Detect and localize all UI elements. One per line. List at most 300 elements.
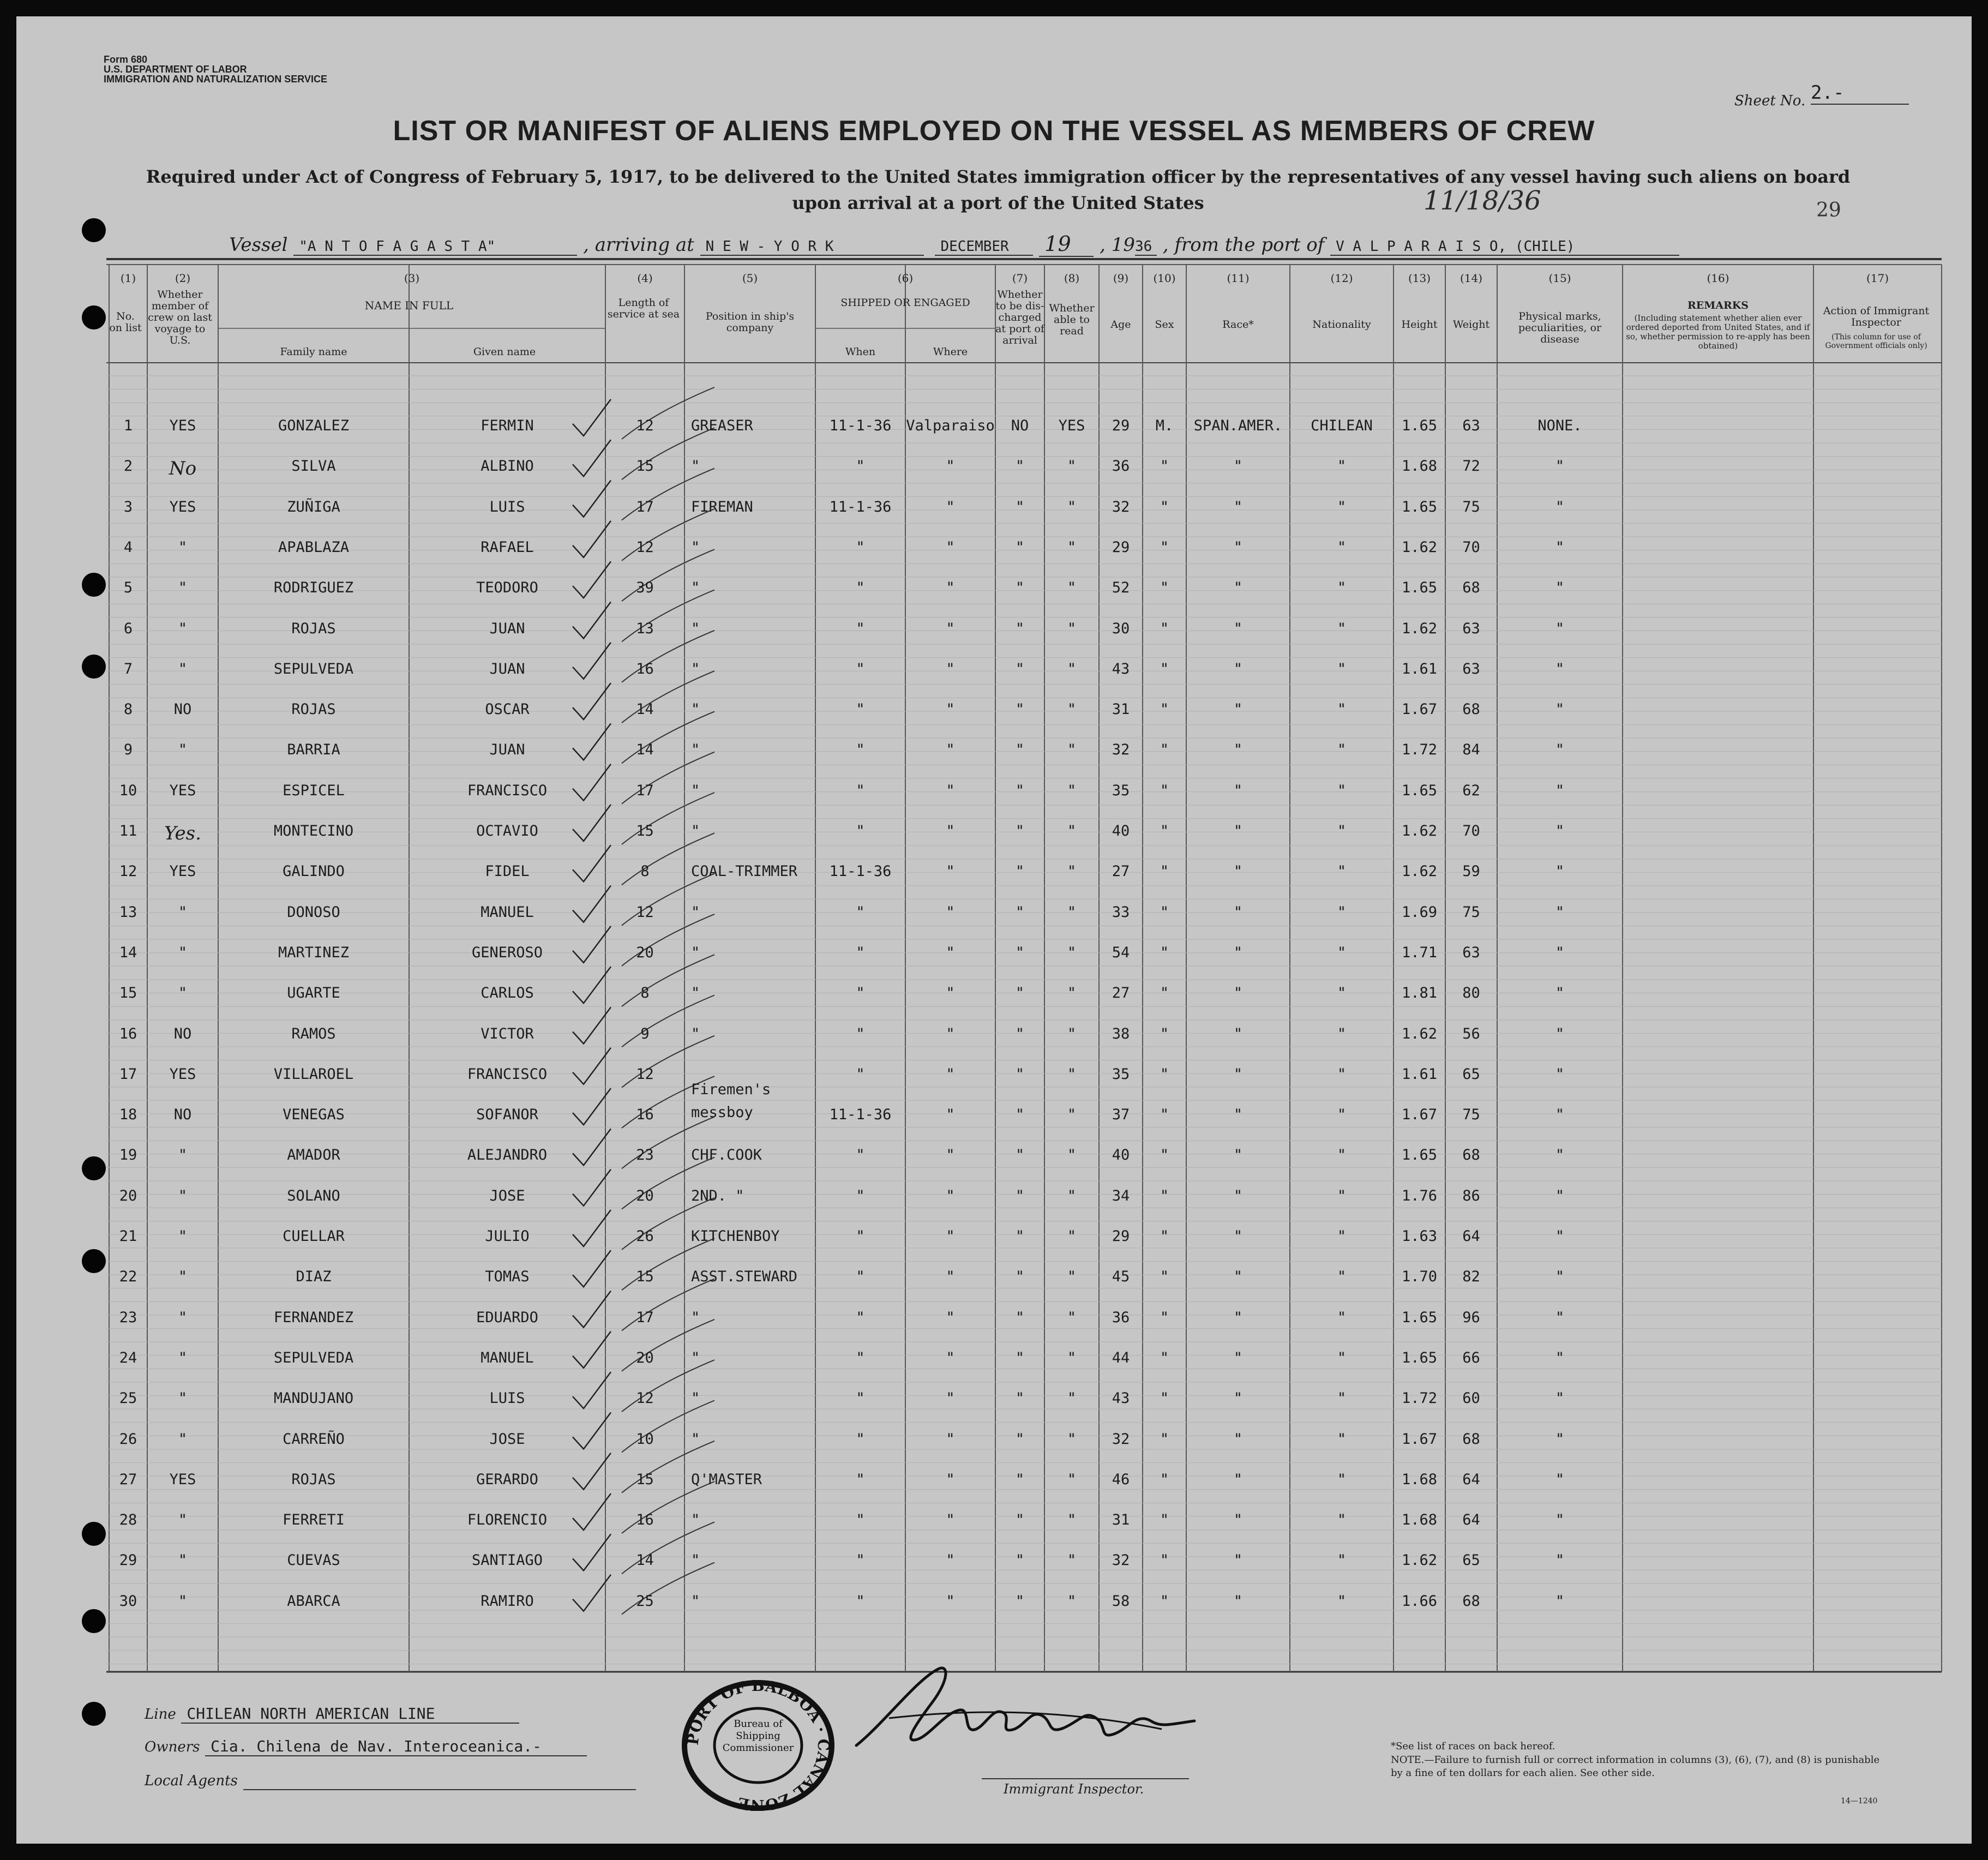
cell-read: " xyxy=(1067,985,1077,1002)
cell-member: " xyxy=(178,538,188,556)
column-number: (15) xyxy=(1548,272,1571,285)
cell-physical: " xyxy=(1555,1430,1565,1448)
cell-nationality: " xyxy=(1337,620,1347,637)
cell-given: JUAN xyxy=(489,620,525,637)
cell-race: " xyxy=(1233,903,1243,921)
cell-family: DONOSO xyxy=(287,903,340,921)
cell-length: 14 xyxy=(636,701,654,718)
cell-no: 2 xyxy=(123,458,133,475)
cell-physical: " xyxy=(1555,458,1565,475)
cell-read: " xyxy=(1067,1147,1077,1164)
agents-field xyxy=(145,1773,636,1790)
cell-when: " xyxy=(856,1552,865,1569)
cell-nationality: " xyxy=(1337,944,1347,961)
cell-member: " xyxy=(178,660,188,677)
cell-read: " xyxy=(1067,944,1077,961)
cell-length: 12 xyxy=(636,538,654,556)
cell-member: " xyxy=(178,620,188,637)
arrival-day: 19 xyxy=(1039,232,1094,257)
cell-weight: 70 xyxy=(1462,538,1480,556)
cell-discharged: " xyxy=(1015,538,1025,556)
cell-where: " xyxy=(946,1390,955,1407)
cell-physical: " xyxy=(1555,498,1565,515)
cell-given: OCTAVIO xyxy=(476,823,538,839)
manifest-sheet xyxy=(16,16,1972,1844)
cell-physical: " xyxy=(1555,741,1565,759)
cell-member: " xyxy=(178,1228,188,1245)
cell-height: 1.67 xyxy=(1401,1430,1438,1448)
cell-age: 33 xyxy=(1112,903,1130,921)
cell-nationality: " xyxy=(1337,1511,1347,1529)
cell-sex: " xyxy=(1160,1592,1169,1610)
cell-height: 1.72 xyxy=(1401,741,1438,759)
cell-age: 40 xyxy=(1112,1147,1130,1164)
cell-given: MANUEL xyxy=(481,903,534,921)
cell-race: " xyxy=(1233,863,1243,880)
cell-family: MONTECINO xyxy=(273,823,354,839)
cell-weight: 75 xyxy=(1462,498,1480,515)
cell-when: " xyxy=(856,1147,865,1164)
cell-race: " xyxy=(1233,944,1243,961)
line-field xyxy=(145,1705,519,1724)
cell-no: 21 xyxy=(119,1228,137,1245)
cell-when: 11-1-36 xyxy=(829,1106,892,1124)
cell-no: 4 xyxy=(123,538,133,556)
cell-race: " xyxy=(1233,1228,1243,1245)
cell-physical: " xyxy=(1555,1268,1565,1286)
cell-sex: M. xyxy=(1155,417,1174,434)
cell-position: messboy xyxy=(691,1104,753,1121)
cell-family: BARRIA xyxy=(287,741,340,759)
cell-family: GONZALEZ xyxy=(278,417,350,434)
cell-physical: " xyxy=(1555,944,1565,961)
cell-physical: " xyxy=(1555,1471,1565,1488)
cell-no: 15 xyxy=(119,985,137,1002)
header-remarks-note: (Including statement whether alien ever ordered deported from United States, and if so, whether permission to re-apply has been obtained) xyxy=(1626,313,1810,351)
cell-position: " xyxy=(691,1552,700,1569)
cell-where: " xyxy=(946,863,955,880)
cell-age: 35 xyxy=(1112,1065,1130,1083)
cell-age: 30 xyxy=(1112,620,1130,637)
cell-where: " xyxy=(946,741,955,759)
cell-length: 25 xyxy=(636,1592,654,1610)
cell-race: " xyxy=(1233,1147,1243,1164)
cell-age: 32 xyxy=(1112,1552,1130,1569)
cell-member: " xyxy=(178,1187,188,1204)
cell-no: 23 xyxy=(119,1309,137,1326)
departure-port: V A L P A R A I S O, (CHILE) xyxy=(1330,238,1679,256)
column-number: (3) xyxy=(404,272,420,285)
cell-length: 8 xyxy=(640,985,650,1002)
cell-weight: 68 xyxy=(1462,579,1480,597)
cell-nationality: " xyxy=(1337,1268,1347,1286)
cell-length: 17 xyxy=(636,1309,654,1326)
cell-no: 16 xyxy=(119,1025,137,1042)
cell-given: ALEJANDRO xyxy=(467,1147,548,1164)
cell-age: 32 xyxy=(1112,1430,1130,1448)
cell-length: 16 xyxy=(636,660,654,677)
cell-where: " xyxy=(946,903,955,921)
cell-member: " xyxy=(178,1552,188,1569)
cell-weight: 96 xyxy=(1462,1309,1480,1326)
cell-length: 17 xyxy=(636,782,654,799)
cell-age: 38 xyxy=(1112,1025,1130,1042)
cell-family: ZUÑIGA xyxy=(287,498,340,515)
cell-height: 1.81 xyxy=(1401,985,1438,1002)
cell-when: " xyxy=(856,1592,865,1610)
cell-sex: " xyxy=(1160,1025,1169,1042)
cell-age: 27 xyxy=(1112,985,1130,1002)
header-action-note: (This column for use of Government officials only) xyxy=(1825,333,1927,350)
cell-physical: " xyxy=(1555,1592,1565,1610)
cell-given: RAFAEL xyxy=(481,538,534,556)
cell-height: 1.72 xyxy=(1401,1390,1438,1407)
cell-member: " xyxy=(178,1309,188,1326)
header-given-name: Given name xyxy=(473,346,536,358)
cell-weight: 72 xyxy=(1462,458,1480,475)
header-member-last-voyage: Whether member of crew on last voyage to U.S. xyxy=(148,289,212,346)
cell-weight: 68 xyxy=(1462,701,1480,718)
cell-read: " xyxy=(1067,741,1077,759)
cell-nationality: " xyxy=(1337,498,1347,515)
cell-member: " xyxy=(178,741,188,759)
cell-given: LUIS xyxy=(489,1390,525,1407)
cell-sex: " xyxy=(1160,1349,1169,1366)
cell-no: 26 xyxy=(119,1430,137,1448)
cell-member: YES xyxy=(169,782,196,799)
cell-given: JUAN xyxy=(489,660,525,677)
cell-race: " xyxy=(1233,1552,1243,1569)
header-age: Age xyxy=(1110,319,1131,331)
cell-when: " xyxy=(856,1511,865,1529)
cell-sex: " xyxy=(1160,1390,1169,1407)
cell-discharged: " xyxy=(1015,944,1025,961)
cell-weight: 59 xyxy=(1462,863,1480,880)
cell-read: " xyxy=(1067,458,1077,475)
cell-read: " xyxy=(1067,498,1077,515)
cell-height: 1.68 xyxy=(1401,1511,1438,1529)
cell-sex: " xyxy=(1160,458,1169,475)
cell-no: 22 xyxy=(119,1268,137,1286)
cell-weight: 75 xyxy=(1462,1106,1480,1124)
cell-nationality: " xyxy=(1337,741,1347,759)
cell-weight: 68 xyxy=(1462,1592,1480,1610)
cell-member: " xyxy=(178,1390,188,1407)
column-number: (5) xyxy=(742,272,758,285)
cell-nationality: " xyxy=(1337,1065,1347,1083)
cell-when: " xyxy=(856,1430,865,1448)
cell-read: " xyxy=(1067,579,1077,597)
form-identifier: Form 680 U.S. DEPARTMENT OF LABOR IMMIGRATION AND NATURALIZATION SERVICE xyxy=(104,54,327,85)
cell-given: TOMAS xyxy=(485,1268,530,1286)
vessel-label: Vessel xyxy=(229,234,288,256)
cell-member: " xyxy=(178,1349,188,1366)
cell-family: SILVA xyxy=(291,458,336,475)
cell-physical: " xyxy=(1555,1065,1565,1083)
cell-position: " xyxy=(691,1349,700,1366)
cell-position: 2ND. " xyxy=(691,1187,744,1204)
page-subtitle: Required under Act of Congress of February 5, 1917, to be delivered to the United States immigration officer by the representatives of any vessel having such aliens on board upon arrival at a port of the United States xyxy=(146,166,1851,213)
cell-nationality: " xyxy=(1337,903,1347,921)
cell-nationality: " xyxy=(1337,538,1347,556)
cell-read: " xyxy=(1067,1187,1077,1204)
cell-race: " xyxy=(1233,1592,1243,1610)
cell-sex: " xyxy=(1160,944,1169,961)
owners-field xyxy=(145,1737,587,1756)
cell-position: " xyxy=(691,1025,700,1042)
cell-height: 1.61 xyxy=(1401,660,1438,677)
cell-position: ASST.STEWARD xyxy=(691,1268,798,1286)
header-remarks: REMARKS xyxy=(1687,299,1749,311)
cell-length: 23 xyxy=(636,1147,654,1164)
cell-race: " xyxy=(1233,1511,1243,1529)
cell-where: " xyxy=(946,660,955,677)
cell-discharged: " xyxy=(1015,701,1025,718)
cell-no: 1 xyxy=(123,417,133,434)
cell-read: YES xyxy=(1058,417,1085,434)
cell-no: 24 xyxy=(119,1349,137,1366)
cell-given: JOSE xyxy=(489,1187,525,1204)
cell-member: " xyxy=(178,1430,188,1448)
cell-position: KITCHENBOY xyxy=(691,1228,780,1245)
cell-where: " xyxy=(946,1309,955,1326)
cell-when: " xyxy=(856,782,865,799)
cell-sex: " xyxy=(1160,823,1169,839)
cell-family: SEPULVEDA xyxy=(273,1349,354,1366)
cell-race: " xyxy=(1233,823,1243,839)
cell-sex: " xyxy=(1160,538,1169,556)
cell-length: 12 xyxy=(636,1390,654,1407)
cell-when: 11-1-36 xyxy=(829,498,892,515)
cell-discharged: " xyxy=(1015,660,1025,677)
cell-when: " xyxy=(856,1390,865,1407)
cell-read: " xyxy=(1067,1065,1077,1083)
cell-when: " xyxy=(856,741,865,759)
inspector-signature xyxy=(824,1658,1216,1762)
column-number: (13) xyxy=(1408,272,1431,285)
cell-nationality: " xyxy=(1337,1106,1347,1124)
cell-where: " xyxy=(946,1228,955,1245)
cell-where: " xyxy=(946,579,955,597)
cell-weight: 68 xyxy=(1462,1430,1480,1448)
cell-height: 1.62 xyxy=(1401,863,1438,880)
cell-given: EDUARDO xyxy=(476,1309,538,1326)
cell-read: " xyxy=(1067,782,1077,799)
cell-discharged: " xyxy=(1015,1430,1025,1448)
cell-no: 5 xyxy=(123,579,133,597)
cell-length: 20 xyxy=(636,944,654,961)
header-sex: Sex xyxy=(1155,319,1174,331)
cell-age: 36 xyxy=(1112,458,1130,475)
header-family-name: Family name xyxy=(280,346,347,358)
stamp-inner-text: Bureau of Shipping Commissioner xyxy=(722,1718,794,1754)
column-number: (6) xyxy=(897,272,914,285)
cell-height: 1.62 xyxy=(1401,1025,1438,1042)
inspector-label: Immigrant Inspector. xyxy=(1004,1781,1144,1797)
cell-length: 14 xyxy=(636,741,654,759)
cell-position: " xyxy=(691,741,700,759)
cell-no: 17 xyxy=(119,1065,137,1083)
cell-where: " xyxy=(946,1268,955,1286)
cell-given: JULIO xyxy=(485,1228,530,1245)
cell-height: 1.68 xyxy=(1401,1471,1438,1488)
cell-where: " xyxy=(946,1471,955,1488)
cell-age: 31 xyxy=(1112,1511,1130,1529)
cell-discharged: " xyxy=(1015,903,1025,921)
cell-physical: " xyxy=(1555,1025,1565,1042)
cell-race: " xyxy=(1233,701,1243,718)
cell-family: DIAZ xyxy=(296,1268,332,1286)
cell-no: 3 xyxy=(123,498,133,515)
cell-physical: " xyxy=(1555,1552,1565,1569)
cell-where: " xyxy=(946,1187,955,1204)
cell-sex: " xyxy=(1160,701,1169,718)
cell-weight: 64 xyxy=(1462,1511,1480,1529)
cell-where: " xyxy=(946,1430,955,1448)
cell-where: " xyxy=(946,1552,955,1569)
cell-sex: " xyxy=(1160,1065,1169,1083)
cell-where: " xyxy=(946,1106,955,1124)
cell-member: No xyxy=(169,458,197,480)
cell-height: 1.65 xyxy=(1401,1309,1438,1326)
cell-when: " xyxy=(856,903,865,921)
cell-position: " xyxy=(691,903,700,921)
column-number: (12) xyxy=(1330,272,1353,285)
cell-position: " xyxy=(691,1390,700,1407)
cell-family: CUELLAR xyxy=(283,1228,345,1245)
cell-family: CARREÑO xyxy=(283,1430,345,1448)
cell-member: " xyxy=(178,1592,188,1610)
cell-length: 16 xyxy=(636,1106,654,1124)
arriving-label: , arriving at xyxy=(583,234,694,256)
cell-family: UGARTE xyxy=(287,985,340,1002)
cell-given: FIDEL xyxy=(485,863,530,880)
cell-where: " xyxy=(946,701,955,718)
cell-length: 15 xyxy=(636,1268,654,1286)
cell-physical: " xyxy=(1555,579,1565,597)
cell-height: 1.63 xyxy=(1401,1228,1438,1245)
cell-weight: 70 xyxy=(1462,823,1480,839)
cell-length: 15 xyxy=(636,823,654,839)
cell-where: " xyxy=(946,1065,955,1083)
cell-age: 29 xyxy=(1112,417,1130,434)
cell-member: " xyxy=(178,1511,188,1529)
cell-sex: " xyxy=(1160,620,1169,637)
cell-length: 26 xyxy=(636,1228,654,1245)
cell-when: " xyxy=(856,1065,865,1083)
header-race: Race* xyxy=(1222,319,1254,331)
cell-position: " xyxy=(691,823,700,839)
cell-discharged: " xyxy=(1015,458,1025,475)
header-shipped-engaged: SHIPPED OR ENGAGED xyxy=(840,297,970,309)
cell-physical: " xyxy=(1555,1187,1565,1204)
cell-no: 8 xyxy=(123,701,133,718)
cell-weight: 66 xyxy=(1462,1349,1480,1366)
cell-race: " xyxy=(1233,458,1243,475)
cell-race: " xyxy=(1233,1268,1243,1286)
cell-sex: " xyxy=(1160,1309,1169,1326)
cell-when: " xyxy=(856,579,865,597)
cell-no: 29 xyxy=(119,1552,137,1569)
cell-race: " xyxy=(1233,782,1243,799)
cell-where: " xyxy=(946,1147,955,1164)
cell-sex: " xyxy=(1160,1430,1169,1448)
cell-physical: " xyxy=(1555,985,1565,1002)
cell-given: GERARDO xyxy=(476,1471,538,1488)
cell-when: " xyxy=(856,538,865,556)
cell-height: 1.65 xyxy=(1401,417,1438,434)
port-of-balboa-stamp xyxy=(676,1680,840,1811)
header-name-in-full: NAME IN FULL xyxy=(364,299,454,312)
cell-physical: " xyxy=(1555,620,1565,637)
cell-position: Firemen's xyxy=(691,1081,771,1098)
cell-given: VICTOR xyxy=(481,1025,534,1042)
cell-read: " xyxy=(1067,863,1077,880)
cell-sex: " xyxy=(1160,903,1169,921)
cell-no: 7 xyxy=(123,660,133,677)
cell-discharged: " xyxy=(1015,1390,1025,1407)
cell-sex: " xyxy=(1160,863,1169,880)
cell-read: " xyxy=(1067,660,1077,677)
column-number: (4) xyxy=(637,272,653,285)
cell-nationality: " xyxy=(1337,660,1347,677)
cell-length: 10 xyxy=(636,1430,654,1448)
header-nationality: Nationality xyxy=(1312,319,1371,331)
cell-age: 32 xyxy=(1112,741,1130,759)
cell-age: 43 xyxy=(1112,1390,1130,1407)
cell-weight: 75 xyxy=(1462,903,1480,921)
cell-given: FRANCISCO xyxy=(467,782,548,799)
cell-race: " xyxy=(1233,1471,1243,1488)
cell-discharged: " xyxy=(1015,498,1025,515)
line-value: CHILEAN NORTH AMERICAN LINE xyxy=(181,1705,519,1724)
cell-nationality: " xyxy=(1337,1309,1347,1326)
stamp-outer-text: PORT OF BALBOA · CANAL ZONE xyxy=(683,1680,833,1811)
cell-physical: " xyxy=(1555,903,1565,921)
cell-discharged: NO xyxy=(1011,417,1029,434)
cell-position: " xyxy=(691,1430,700,1448)
form-code: 14—1240 xyxy=(1841,1797,1878,1805)
cell-height: 1.69 xyxy=(1401,903,1438,921)
cell-no: 27 xyxy=(119,1471,137,1488)
line-label: Line xyxy=(145,1706,176,1723)
cell-member: NO xyxy=(173,1106,192,1124)
header-able-read: Whether able to read xyxy=(1049,302,1095,337)
cell-read: " xyxy=(1067,1511,1077,1529)
cell-age: 54 xyxy=(1112,944,1130,961)
cell-member: YES xyxy=(169,498,196,515)
column-number: (8) xyxy=(1064,272,1080,285)
cell-sex: " xyxy=(1160,660,1169,677)
cell-height: 1.71 xyxy=(1401,944,1438,961)
cell-no: 6 xyxy=(123,620,133,637)
manifest-table-grid xyxy=(16,16,1972,1844)
cell-age: 32 xyxy=(1112,498,1130,515)
cell-length: 12 xyxy=(636,1065,654,1083)
cell-height: 1.62 xyxy=(1401,1552,1438,1569)
cell-family: ROJAS xyxy=(291,1471,336,1488)
cell-race: " xyxy=(1233,660,1243,677)
penalty-note: NOTE.—Failure to furnish full or correct information in columns (3), (6), (7), and (8) is punishable by a fine of ten dollars for each alien. See other side. xyxy=(1391,1754,1880,1779)
cell-given: CARLOS xyxy=(481,985,534,1002)
cell-no: 25 xyxy=(119,1390,137,1407)
cell-discharged: " xyxy=(1015,1471,1025,1488)
cell-race: " xyxy=(1233,1187,1243,1204)
cell-no: 12 xyxy=(119,863,137,880)
cell-physical: " xyxy=(1555,701,1565,718)
cell-when: " xyxy=(856,1471,865,1488)
cell-given: FRANCISCO xyxy=(467,1065,548,1083)
